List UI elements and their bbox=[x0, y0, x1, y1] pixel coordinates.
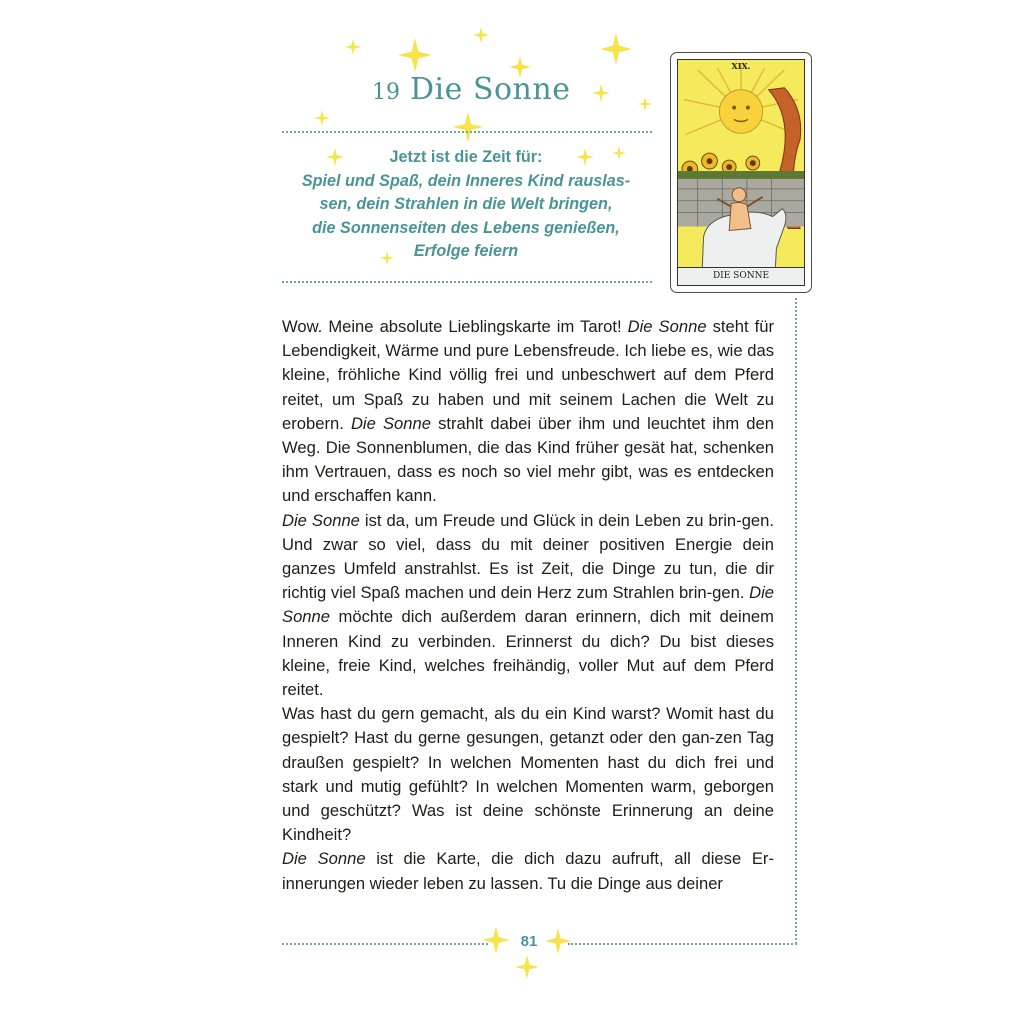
card-numeral: XIX. bbox=[731, 61, 751, 71]
dotted-divider-top bbox=[282, 131, 652, 133]
card-name-italic: Die Sonne bbox=[350, 413, 431, 433]
sparkle-star-icon bbox=[473, 27, 489, 43]
text-run: möchte dich außerdem daran erinnern, dich mit deinem Inneren Kind zu verbinden. Erinnerst du dich? Du bist dieses kleine, freie Kind, welches freihändig, voller Mut auf dem Pferd reitet. bbox=[282, 607, 774, 700]
sparkle-star-icon bbox=[482, 926, 510, 954]
tarot-card bbox=[670, 52, 812, 293]
sparkle-star-icon bbox=[592, 84, 610, 102]
card-name-italic: Die Sonne bbox=[282, 849, 366, 869]
footer-dotted-line-right bbox=[568, 943, 797, 945]
card-name-italic: Die Sonne bbox=[282, 510, 360, 530]
sparkle-star-icon bbox=[600, 33, 632, 65]
text-run: steht für Lebendigkeit, Wärme und pure Lebensfreude. Ich liebe es, wie das kleine, fröhliche Kind völlig frei und unbeschwert auf dem Pferd reitet, um Spaß zu haben und mit seinem Lachen die Welt zu erobern. bbox=[282, 317, 774, 433]
sparkle-star-icon bbox=[515, 955, 539, 979]
text-run: strahlt dabei über ihm und leuchtet ihm den Weg. Die Sonnenblumen, die das Kind früher gesät hat, schenken ihm Vertrauen, dass es noch so viel mehr gibt, was es entdecken und erschaffen kann. bbox=[282, 413, 774, 506]
paragraph bbox=[282, 315, 774, 509]
dotted-divider-bottom bbox=[282, 281, 652, 283]
text-run: Wow. Meine absolute Lieblingskarte im Tarot! bbox=[282, 317, 628, 336]
sparkle-star-icon bbox=[638, 97, 652, 111]
text-run: ist die Karte, die dich dazu aufruft, all diese Er-innerungen wieder leben zu lassen. Tu die Dinge aus deiner bbox=[282, 849, 774, 893]
card-caption: DIE SONNE bbox=[678, 267, 804, 285]
highlight-box bbox=[282, 146, 650, 266]
main-text bbox=[282, 315, 774, 896]
sparkle-star-icon bbox=[314, 110, 330, 126]
card-name-italic: Die Sonne bbox=[627, 317, 707, 336]
paragraph bbox=[282, 509, 774, 703]
text-run: Was hast du gern gemacht, als du ein Kind warst? Womit hast du gespielt? Hast du gerne gesungen, getanzt oder den gan-zen Tag draußen gespielt? In welchen Momenten hast du dich frei und stark und mutig gefühlt? In welchen Momenten warm, geborgen und geschützt? Was ist deine schönste Erinnerung an deine Kindheit? bbox=[282, 704, 774, 845]
card-title: Die Sonne bbox=[410, 72, 571, 107]
dotted-divider-right bbox=[795, 298, 797, 944]
paragraph bbox=[282, 702, 774, 847]
sparkle-star-icon bbox=[345, 39, 361, 55]
text-run: ist da, um Freude und Glück in dein Leben zu brin-gen. Und zwar so viel, dass du mit deiner positiven Energie dein ganzes Umfeld anstrahlst. Es ist Zeit, die Dinge zu tun, die dir richtig viel Spaß machen und dein Herz zum Strahlen brin-gen. bbox=[282, 510, 774, 603]
card-number: 19 bbox=[372, 80, 400, 105]
highlight-line: sen, dein Strahlen in die Welt bringen, bbox=[319, 195, 613, 213]
sparkle-star-icon bbox=[398, 38, 432, 72]
highlight-label: Jetzt ist die Zeit für: bbox=[389, 148, 543, 166]
footer-dotted-line-left bbox=[282, 943, 488, 945]
sun-tarot-card-illustration bbox=[677, 59, 805, 286]
highlight-line: Erfolge feiern bbox=[413, 242, 519, 260]
highlight-line: Spiel und Spaß, dein Inneres Kind rauslas- bbox=[301, 171, 631, 190]
highlight-line: die Sonnenseiten des Lebens genießen, bbox=[312, 218, 620, 237]
paragraph bbox=[282, 847, 774, 895]
page-number: 81 bbox=[520, 933, 538, 950]
card-name-italic: Die Sonne bbox=[282, 583, 774, 627]
page-title bbox=[372, 72, 572, 122]
